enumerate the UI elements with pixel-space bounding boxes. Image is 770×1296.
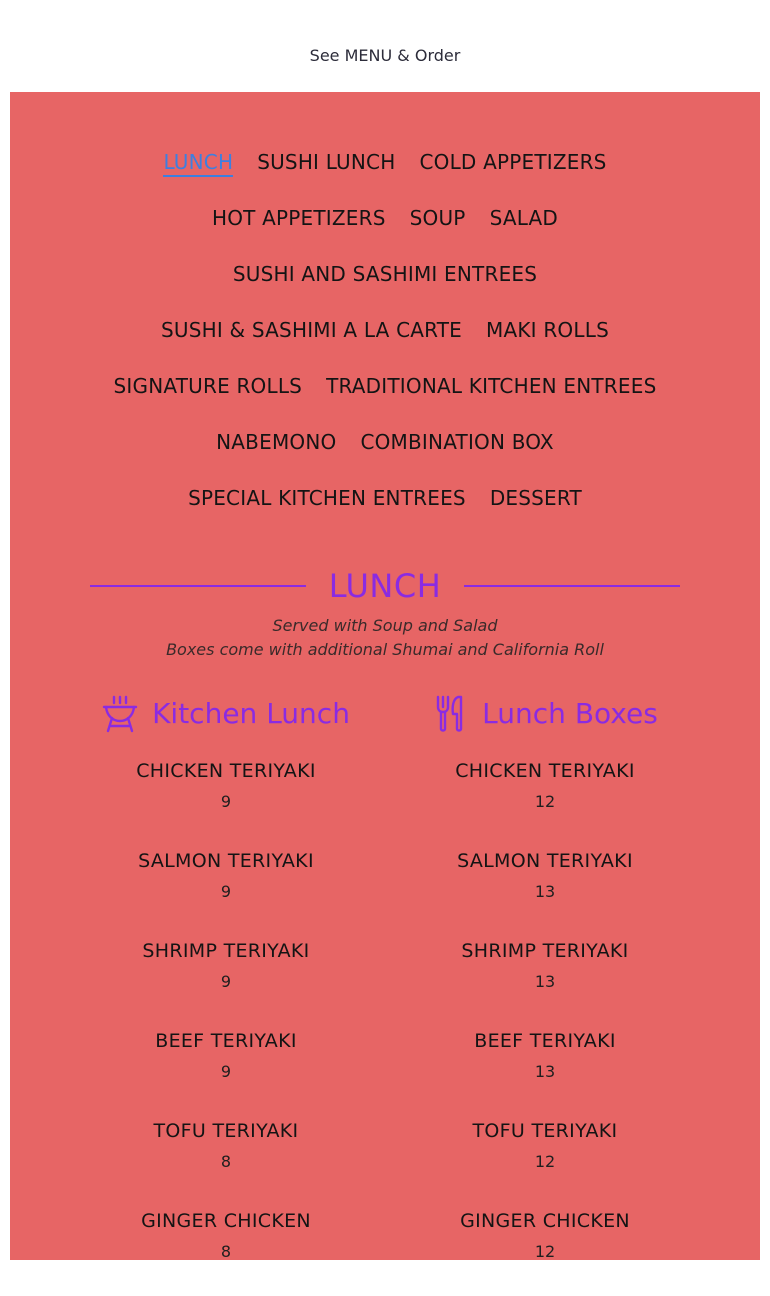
item-price: 8: [220, 1152, 232, 1171]
nav-tab-combination-box[interactable]: [360, 422, 553, 462]
kitchen-lunch-header: [66, 692, 386, 736]
item-name: SALMON TERIYAKI: [457, 850, 633, 872]
section-note-boxes: Boxes come with additional Shumai and California Roll: [166, 640, 604, 659]
nav-tab-label: SIGNATURE ROLLS: [113, 374, 303, 398]
grill-icon: [102, 695, 138, 733]
item-name: SHRIMP TERIYAKI: [461, 940, 629, 962]
kitchen-lunch-title: Kitchen Lunch: [152, 697, 350, 730]
kitchen-lunch-menu-item[interactable]: [66, 1026, 386, 1116]
item-name: GINGER CHICKEN: [141, 1210, 311, 1232]
item-name: SHRIMP TERIYAKI: [142, 940, 310, 962]
item-price: 12: [534, 1152, 556, 1171]
item-price: 13: [534, 882, 556, 901]
nav-tab-label: COMBINATION BOX: [360, 430, 554, 454]
item-name: CHICKEN TERIYAKI: [455, 760, 635, 782]
nav-tab-label: SUSHI LUNCH: [257, 150, 396, 174]
menu-category-nav: [10, 142, 760, 534]
kitchen-lunch-menu-item[interactable]: [66, 756, 386, 846]
lunch-boxes-column: [385, 692, 705, 1296]
nav-tab-signature-rolls[interactable]: [114, 366, 303, 406]
item-price: 12: [534, 1242, 556, 1261]
nav-tab-label: NABEMONO: [216, 430, 337, 454]
nav-row: [10, 254, 760, 310]
lunch-box-menu-item[interactable]: [385, 1206, 705, 1296]
item-name: GINGER CHICKEN: [460, 1210, 630, 1232]
nav-tab-label: DESSERT: [489, 486, 582, 510]
item-price: 9: [220, 1062, 232, 1081]
nav-row: [10, 366, 760, 422]
item-price: 8: [220, 1242, 232, 1261]
nav-row: [10, 142, 760, 198]
nav-tab-label: SOUP: [409, 206, 466, 230]
menu-panel: [10, 92, 760, 1260]
nav-tab-traditional-kitchen-entrees[interactable]: [326, 366, 656, 406]
kitchen-lunch-items: [66, 756, 386, 1296]
top-bar: [0, 0, 770, 92]
section-heading: [90, 564, 680, 608]
lunch-box-menu-item[interactable]: [385, 1116, 705, 1206]
kitchen-lunch-menu-item[interactable]: [66, 1116, 386, 1206]
nav-row: [10, 198, 760, 254]
lunch-box-menu-item[interactable]: [385, 756, 705, 846]
nav-tab-label: COLD APPETIZERS: [419, 150, 607, 174]
utensils-icon: [432, 695, 468, 733]
item-name: SALMON TERIYAKI: [138, 850, 314, 872]
item-price: 9: [220, 972, 232, 991]
nav-tab-hot-appetizers[interactable]: [212, 198, 386, 238]
nav-tab-label: LUNCH: [163, 150, 233, 177]
item-price: 12: [534, 792, 556, 811]
see-menu-order-link[interactable]: See MENU & Order: [309, 46, 461, 65]
nav-tab-label: SALAD: [489, 206, 558, 230]
item-name: TOFU TERIYAKI: [472, 1120, 618, 1142]
nav-tab-soup[interactable]: [410, 198, 466, 238]
kitchen-lunch-menu-item[interactable]: [66, 846, 386, 936]
lunch-box-menu-item[interactable]: [385, 1026, 705, 1116]
kitchen-lunch-menu-item[interactable]: [66, 1206, 386, 1296]
item-name: CHICKEN TERIYAKI: [136, 760, 316, 782]
nav-tab-lunch[interactable]: [163, 142, 233, 182]
lunch-box-menu-item[interactable]: [385, 936, 705, 1026]
nav-row: [10, 478, 760, 534]
nav-tab-special-kitchen-entrees[interactable]: [188, 478, 466, 518]
item-name: TOFU TERIYAKI: [153, 1120, 299, 1142]
nav-tab-dessert[interactable]: [490, 478, 582, 518]
lunch-boxes-items: [385, 756, 705, 1296]
item-price: 13: [534, 972, 556, 991]
lunch-box-menu-item[interactable]: [385, 846, 705, 936]
lunch-boxes-title: Lunch Boxes: [482, 697, 658, 730]
kitchen-lunch-menu-item[interactable]: [66, 936, 386, 1026]
nav-tab-label: SUSHI & SASHIMI A LA CARTE: [161, 318, 463, 342]
nav-tab-label: SUSHI AND SASHIMI ENTREES: [232, 262, 538, 286]
section-title: LUNCH: [328, 567, 442, 605]
nav-row: [10, 310, 760, 366]
nav-tab-label: MAKI ROLLS: [486, 318, 609, 342]
nav-tab-label: HOT APPETIZERS: [211, 206, 386, 230]
kitchen-lunch-column: [66, 692, 386, 1296]
item-price: 13: [534, 1062, 556, 1081]
nav-tab-salad[interactable]: [490, 198, 558, 238]
nav-tab-nabemono[interactable]: [216, 422, 336, 462]
nav-tab-cold-appetizers[interactable]: [419, 142, 606, 182]
item-name: BEEF TERIYAKI: [474, 1030, 616, 1052]
section-note-soup-salad: Served with Soup and Salad: [272, 616, 498, 635]
nav-tab-maki-rolls[interactable]: [486, 310, 609, 350]
item-price: 9: [220, 882, 232, 901]
nav-tab-sushi-lunch[interactable]: [257, 142, 395, 182]
lunch-boxes-header: [385, 692, 705, 736]
nav-row: [10, 422, 760, 478]
nav-tab-sushi-and-sashimi-entrees[interactable]: [233, 254, 537, 294]
nav-tab-label: TRADITIONAL KITCHEN ENTREES: [326, 374, 657, 398]
item-price: 9: [220, 792, 232, 811]
nav-tab-sushi-sashimi-a-la-carte[interactable]: [161, 310, 462, 350]
nav-tab-label: SPECIAL KITCHEN ENTREES: [188, 486, 466, 510]
item-name: BEEF TERIYAKI: [155, 1030, 297, 1052]
